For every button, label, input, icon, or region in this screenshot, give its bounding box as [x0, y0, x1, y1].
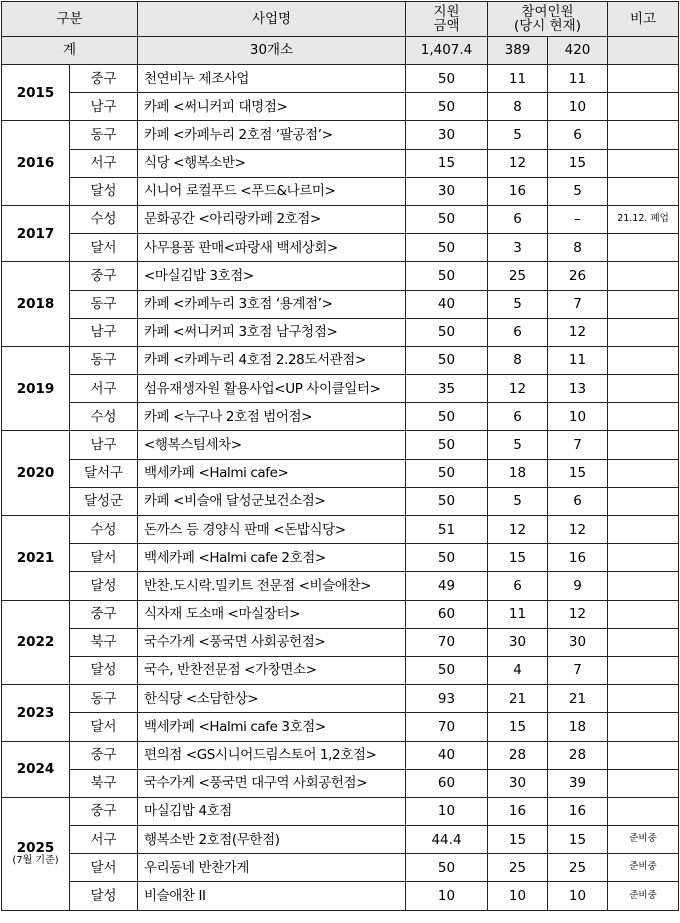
remarks-cell — [608, 797, 679, 825]
support-amount-cell: 60 — [406, 769, 488, 797]
business-name-cell: 국수, 반찬전문점 <가창면소> — [138, 656, 406, 684]
remarks-cell — [608, 290, 679, 318]
total-support: 1,407.4 — [406, 37, 488, 65]
header-support-amount — [406, 2, 488, 37]
support-amount-cell: 93 — [406, 685, 488, 713]
remarks-cell: 준비중 — [608, 882, 679, 910]
support-amount-cell: 50 — [406, 318, 488, 346]
remarks-cell — [608, 459, 679, 487]
header-support-line2: 금액 — [433, 18, 460, 34]
participants-current-cell: 21 — [548, 685, 608, 713]
participants-at-time-cell: 28 — [488, 741, 548, 769]
business-name-cell: 반찬.도시락.밀키트 전문점 <비슬애찬> — [138, 572, 406, 600]
support-amount-cell: 44.4 — [406, 826, 488, 854]
participants-current-cell: 16 — [548, 797, 608, 825]
table-row — [2, 713, 679, 741]
district-cell: 동구 — [70, 290, 138, 318]
support-amount-cell: 50 — [406, 431, 488, 459]
district-cell: 동구 — [70, 685, 138, 713]
district-cell: 중구 — [70, 65, 138, 93]
remarks-cell — [608, 431, 679, 459]
business-name-cell: 카페 <써니커피 3호점 남구청점> — [138, 318, 406, 346]
participants-current-cell: 12 — [548, 516, 608, 544]
table-row — [2, 769, 679, 797]
remarks-cell — [608, 121, 679, 149]
business-name-cell: 국수가게 <풍국면 사회공헌점> — [138, 628, 406, 656]
support-amount-cell: 50 — [406, 403, 488, 431]
business-name-cell: 천연비누 제조사업 — [138, 65, 406, 93]
remarks-cell — [608, 544, 679, 572]
business-name-cell: 국수가게 <풍국면 대구역 사회공헌점> — [138, 769, 406, 797]
participants-at-time-cell: 8 — [488, 346, 548, 374]
participants-at-time-cell: 11 — [488, 600, 548, 628]
participants-at-time-cell: 4 — [488, 656, 548, 684]
participants-current-cell: 15 — [548, 459, 608, 487]
support-amount-cell: 60 — [406, 600, 488, 628]
participants-at-time-cell: 30 — [488, 628, 548, 656]
participants-current-cell: 7 — [548, 290, 608, 318]
remarks-cell — [608, 375, 679, 403]
table-row — [2, 234, 679, 262]
district-cell: 서구 — [70, 375, 138, 403]
remarks-cell — [608, 177, 679, 205]
business-name-cell: 돈까스 등 경양식 판매 <돈밥식당> — [138, 516, 406, 544]
participants-current-cell: 9 — [548, 572, 608, 600]
participants-at-time-cell: 15 — [488, 713, 548, 741]
remarks-cell: 21.12. 폐업 — [608, 205, 679, 233]
table-row — [2, 205, 679, 233]
header-participants-line1: 참여인원 — [521, 3, 574, 20]
participants-at-time-cell: 5 — [488, 121, 548, 149]
support-amount-cell: 30 — [406, 121, 488, 149]
support-amount-cell: 50 — [406, 93, 488, 121]
participants-at-time-cell: 5 — [488, 290, 548, 318]
business-name-cell: 카페 <써니커피 대명점> — [138, 93, 406, 121]
participants-current-cell: 8 — [548, 234, 608, 262]
business-name-cell: 문화공간 <아리랑카페 2호점> — [138, 205, 406, 233]
participants-current-cell: 5 — [548, 177, 608, 205]
participants-at-time-cell: 10 — [488, 882, 548, 910]
district-cell: 수성 — [70, 205, 138, 233]
table-row — [2, 826, 679, 854]
year-label: 2016 — [16, 155, 55, 172]
district-cell: 달성군 — [70, 487, 138, 515]
business-name-cell: 카페 <누구나 2호점 범어점> — [138, 403, 406, 431]
participants-at-time-cell: 25 — [488, 854, 548, 882]
table-row — [2, 600, 679, 628]
district-cell: 서구 — [70, 149, 138, 177]
business-name-cell: 우리동네 반찬가게 — [138, 854, 406, 882]
support-amount-cell: 51 — [406, 516, 488, 544]
participants-at-time-cell: 3 — [488, 234, 548, 262]
business-name-cell: 사무용품 판매<파랑새 백세상회> — [138, 234, 406, 262]
year-label: 2017 — [16, 225, 55, 242]
year-cell — [2, 685, 70, 741]
table-row — [2, 121, 679, 149]
participants-at-time-cell: 15 — [488, 544, 548, 572]
participants-current-cell: 7 — [548, 431, 608, 459]
year-cell — [2, 600, 70, 685]
business-name-cell: <마실김밥 3호점> — [138, 262, 406, 290]
table-row — [2, 431, 679, 459]
participants-current-cell: 28 — [548, 741, 608, 769]
total-business-count: 30개소 — [138, 37, 406, 65]
year-label: 2021 — [16, 549, 55, 566]
total-current: 420 — [548, 37, 608, 65]
support-amount-cell: 49 — [406, 572, 488, 600]
header-category: 구분 — [2, 2, 138, 37]
district-cell: 달서 — [70, 544, 138, 572]
remarks-cell — [608, 516, 679, 544]
business-name-cell: 비슬애찬 II — [138, 882, 406, 910]
business-name-cell: 마실김밥 4호점 — [138, 797, 406, 825]
support-amount-cell: 35 — [406, 375, 488, 403]
district-cell: 달서구 — [70, 459, 138, 487]
business-name-cell: 백세카페 <Halmi cafe 2호점> — [138, 544, 406, 572]
support-amount-cell: 30 — [406, 177, 488, 205]
year-cell — [2, 741, 70, 797]
year-label: 2025 — [16, 839, 55, 856]
year-label: 2015 — [16, 84, 55, 101]
table-row — [2, 177, 679, 205]
remarks-cell — [608, 149, 679, 177]
participants-current-cell: 10 — [548, 882, 608, 910]
participants-current-cell: 15 — [548, 826, 608, 854]
year-cell — [2, 65, 70, 121]
participants-at-time-cell: 25 — [488, 262, 548, 290]
remarks-cell — [608, 741, 679, 769]
year-cell — [2, 262, 70, 347]
district-cell: 동구 — [70, 121, 138, 149]
support-amount-cell: 50 — [406, 346, 488, 374]
business-name-cell: 카페 <카페누리 3호점 ‘용계점’> — [138, 290, 406, 318]
remarks-cell: 준비중 — [608, 854, 679, 882]
year-label: 2022 — [16, 634, 55, 651]
support-amount-cell: 50 — [406, 65, 488, 93]
district-cell: 북구 — [70, 769, 138, 797]
table-row — [2, 656, 679, 684]
district-cell: 수성 — [70, 516, 138, 544]
total-label: 계 — [2, 37, 138, 65]
district-cell: 달성 — [70, 177, 138, 205]
district-cell: 남구 — [70, 318, 138, 346]
year-label: 2023 — [16, 704, 55, 721]
year-sub-label: (7월 기준) — [12, 855, 59, 867]
table-row — [2, 290, 679, 318]
business-name-cell: 카페 <카페누리 2호점 ‘팔공점’> — [138, 121, 406, 149]
business-name-cell: 식자재 도소매 <마실장터> — [138, 600, 406, 628]
support-amount-cell: 40 — [406, 290, 488, 318]
year-label: 2020 — [16, 465, 55, 482]
table-row — [2, 797, 679, 825]
table-row — [2, 262, 679, 290]
remarks-cell — [608, 346, 679, 374]
business-name-cell: 섬유재생자원 활용사업<UP 사이클일터> — [138, 375, 406, 403]
participants-current-cell: – — [548, 205, 608, 233]
participants-at-time-cell: 5 — [488, 431, 548, 459]
remarks-cell — [608, 65, 679, 93]
participants-at-time-cell: 21 — [488, 685, 548, 713]
table-row — [2, 685, 679, 713]
support-amount-cell: 50 — [406, 854, 488, 882]
support-amount-cell: 50 — [406, 487, 488, 515]
participants-current-cell: 16 — [548, 544, 608, 572]
district-cell: 서구 — [70, 826, 138, 854]
business-name-cell: 식당 <행복소반> — [138, 149, 406, 177]
participants-current-cell: 25 — [548, 854, 608, 882]
year-cell — [2, 797, 70, 910]
table-row — [2, 375, 679, 403]
district-cell: 달성 — [70, 882, 138, 910]
participants-current-cell: 10 — [548, 93, 608, 121]
participants-at-time-cell: 6 — [488, 205, 548, 233]
district-cell: 달성 — [70, 572, 138, 600]
district-cell: 남구 — [70, 93, 138, 121]
business-name-cell: 편의점 <GS시니어드림스토어 1,2호점> — [138, 741, 406, 769]
business-name-cell: <행복스팀세차> — [138, 431, 406, 459]
header-participants-line2: (당시 현재) — [514, 18, 581, 34]
header-business-name: 사업명 — [138, 2, 406, 37]
support-amount-cell: 50 — [406, 234, 488, 262]
participants-current-cell: 6 — [548, 487, 608, 515]
participants-current-cell: 11 — [548, 65, 608, 93]
business-name-cell: 카페 <비슬애 달성군보건소점> — [138, 487, 406, 515]
business-name-cell: 백세카페 <Halmi cafe> — [138, 459, 406, 487]
participants-current-cell: 15 — [548, 149, 608, 177]
year-label: 2019 — [16, 380, 55, 397]
year-cell — [2, 121, 70, 206]
header-row — [2, 2, 679, 37]
support-amount-cell: 70 — [406, 713, 488, 741]
business-name-cell: 백세카페 <Halmi cafe 3호점> — [138, 713, 406, 741]
district-cell: 중구 — [70, 797, 138, 825]
year-cell — [2, 431, 70, 516]
support-amount-cell: 10 — [406, 797, 488, 825]
support-amount-cell: 40 — [406, 741, 488, 769]
participants-current-cell: 6 — [548, 121, 608, 149]
year-cell — [2, 205, 70, 261]
participants-at-time-cell: 18 — [488, 459, 548, 487]
district-cell: 달서 — [70, 713, 138, 741]
year-cell — [2, 346, 70, 431]
table-row — [2, 572, 679, 600]
table-row — [2, 318, 679, 346]
table-row — [2, 65, 679, 93]
remarks-cell — [608, 572, 679, 600]
total-row — [2, 37, 679, 65]
district-cell: 중구 — [70, 262, 138, 290]
participants-at-time-cell: 15 — [488, 826, 548, 854]
business-name-cell: 행복소반 2호점(무한점) — [138, 826, 406, 854]
participants-current-cell: 39 — [548, 769, 608, 797]
table-row — [2, 854, 679, 882]
remarks-cell: 준비중 — [608, 826, 679, 854]
participants-current-cell: 11 — [548, 346, 608, 374]
table-row — [2, 149, 679, 177]
table-row — [2, 544, 679, 572]
participants-current-cell: 10 — [548, 403, 608, 431]
support-amount-cell: 15 — [406, 149, 488, 177]
remarks-cell — [608, 487, 679, 515]
table-row — [2, 487, 679, 515]
business-table — [1, 1, 679, 911]
participants-at-time-cell: 6 — [488, 318, 548, 346]
participants-current-cell: 30 — [548, 628, 608, 656]
district-cell: 북구 — [70, 628, 138, 656]
participants-current-cell: 26 — [548, 262, 608, 290]
table-row — [2, 346, 679, 374]
participants-current-cell: 12 — [548, 600, 608, 628]
remarks-cell — [608, 713, 679, 741]
district-cell: 남구 — [70, 431, 138, 459]
table-row — [2, 741, 679, 769]
remarks-cell — [608, 318, 679, 346]
district-cell: 중구 — [70, 741, 138, 769]
participants-at-time-cell: 11 — [488, 65, 548, 93]
header-remarks: 비고 — [608, 2, 679, 37]
participants-current-cell: 7 — [548, 656, 608, 684]
support-amount-cell: 50 — [406, 459, 488, 487]
remarks-cell — [608, 600, 679, 628]
participants-at-time-cell: 6 — [488, 403, 548, 431]
table-row — [2, 93, 679, 121]
remarks-cell — [608, 656, 679, 684]
business-name-cell: 한식당 <소담한상> — [138, 685, 406, 713]
total-remarks — [608, 37, 679, 65]
year-label: 2024 — [16, 761, 55, 778]
remarks-cell — [608, 93, 679, 121]
support-amount-cell: 50 — [406, 262, 488, 290]
support-amount-cell: 50 — [406, 205, 488, 233]
participants-current-cell: 18 — [548, 713, 608, 741]
year-cell — [2, 516, 70, 601]
business-name-cell: 카페 <카페누리 4호점 2.28도서관점> — [138, 346, 406, 374]
participants-current-cell: 13 — [548, 375, 608, 403]
remarks-cell — [608, 769, 679, 797]
table-row — [2, 628, 679, 656]
district-cell: 중구 — [70, 600, 138, 628]
support-amount-cell: 50 — [406, 544, 488, 572]
participants-at-time-cell: 5 — [488, 487, 548, 515]
remarks-cell — [608, 403, 679, 431]
business-name-cell: 시니어 로컬푸드 <푸드&나르미> — [138, 177, 406, 205]
table-row — [2, 403, 679, 431]
district-cell: 수성 — [70, 403, 138, 431]
table-row — [2, 882, 679, 910]
district-cell: 달서 — [70, 854, 138, 882]
district-cell: 달성 — [70, 656, 138, 684]
table-row — [2, 459, 679, 487]
participants-at-time-cell: 30 — [488, 769, 548, 797]
table-row — [2, 516, 679, 544]
support-amount-cell: 50 — [406, 656, 488, 684]
remarks-cell — [608, 262, 679, 290]
support-amount-cell: 70 — [406, 628, 488, 656]
remarks-cell — [608, 234, 679, 262]
total-at-time: 389 — [488, 37, 548, 65]
participants-at-time-cell: 12 — [488, 516, 548, 544]
participants-at-time-cell: 16 — [488, 797, 548, 825]
support-amount-cell: 10 — [406, 882, 488, 910]
year-label: 2018 — [16, 296, 55, 312]
district-cell: 달서 — [70, 234, 138, 262]
participants-at-time-cell: 12 — [488, 375, 548, 403]
header-participants — [488, 2, 608, 37]
district-cell: 동구 — [70, 346, 138, 374]
participants-at-time-cell: 16 — [488, 177, 548, 205]
participants-at-time-cell: 8 — [488, 93, 548, 121]
participants-current-cell: 12 — [548, 318, 608, 346]
header-support-line1: 지원 — [433, 3, 460, 20]
remarks-cell — [608, 685, 679, 713]
participants-at-time-cell: 12 — [488, 149, 548, 177]
remarks-cell — [608, 628, 679, 656]
participants-at-time-cell: 6 — [488, 572, 548, 600]
